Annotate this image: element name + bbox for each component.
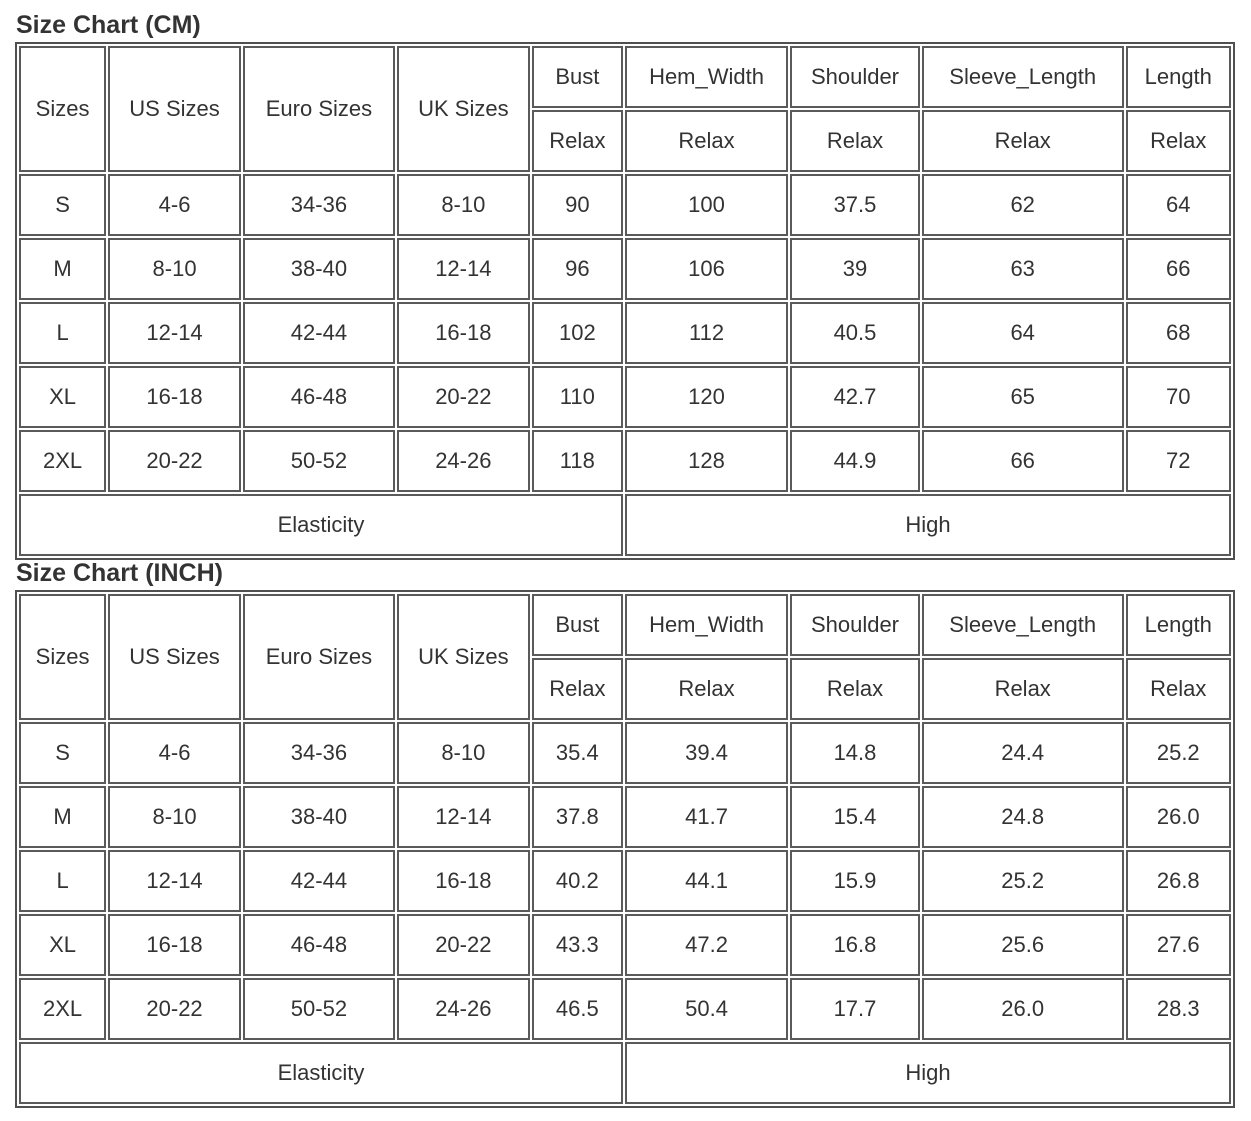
cell-euro-size: 46-48: [243, 914, 395, 976]
cell-uk-size: 8-10: [397, 722, 530, 784]
header-shoulder: Shoulder: [790, 594, 920, 656]
cell-length: 26.0: [1126, 786, 1231, 848]
header-hem-width: Hem_Width: [625, 594, 788, 656]
cell-size: L: [19, 850, 106, 912]
cell-bust: 110: [532, 366, 623, 428]
header-length: Length: [1126, 594, 1231, 656]
cell-sleeve-length: 62: [922, 174, 1124, 236]
cell-hem-width: 47.2: [625, 914, 788, 976]
table-row: [19, 174, 1231, 236]
header-length: Length: [1126, 46, 1231, 108]
cell-hem-width: 41.7: [625, 786, 788, 848]
cell-euro-size: 34-36: [243, 174, 395, 236]
cell-bust: 102: [532, 302, 623, 364]
header-shoulder: Shoulder: [790, 46, 920, 108]
cell-bust: 35.4: [532, 722, 623, 784]
cell-uk-size: 24-26: [397, 430, 530, 492]
cell-shoulder: 15.9: [790, 850, 920, 912]
cell-euro-size: 46-48: [243, 366, 395, 428]
cell-length: 68: [1126, 302, 1231, 364]
cell-sleeve-length: 63: [922, 238, 1124, 300]
cell-sleeve-length: 25.2: [922, 850, 1124, 912]
cell-us-size: 16-18: [108, 366, 241, 428]
header-uk-sizes: UK Sizes: [397, 594, 530, 720]
cell-shoulder: 14.8: [790, 722, 920, 784]
cell-size: S: [19, 174, 106, 236]
cell-us-size: 16-18: [108, 914, 241, 976]
cell-uk-size: 12-14: [397, 786, 530, 848]
elasticity-label: Elasticity: [19, 494, 623, 556]
cell-sleeve-length: 24.4: [922, 722, 1124, 784]
header-us-sizes: US Sizes: [108, 46, 241, 172]
cell-euro-size: 42-44: [243, 302, 395, 364]
cell-us-size: 4-6: [108, 722, 241, 784]
cell-hem-width: 50.4: [625, 978, 788, 1040]
cell-euro-size: 38-40: [243, 786, 395, 848]
elasticity-label: Elasticity: [19, 1042, 623, 1104]
cell-shoulder: 16.8: [790, 914, 920, 976]
cell-length: 28.3: [1126, 978, 1231, 1040]
cell-sleeve-length: 65: [922, 366, 1124, 428]
cell-hem-width: 106: [625, 238, 788, 300]
cell-bust: 46.5: [532, 978, 623, 1040]
cell-size: XL: [19, 366, 106, 428]
cell-uk-size: 24-26: [397, 978, 530, 1040]
cell-size: S: [19, 722, 106, 784]
cell-us-size: 12-14: [108, 850, 241, 912]
header-row: [19, 594, 1231, 656]
cell-length: 26.8: [1126, 850, 1231, 912]
elasticity-value: High: [625, 1042, 1231, 1104]
cell-us-size: 8-10: [108, 238, 241, 300]
cell-hem-width: 112: [625, 302, 788, 364]
table-row: [19, 914, 1231, 976]
subheader-relax: Relax: [532, 658, 623, 720]
size-chart-inch-table: [15, 590, 1235, 1108]
table-row: [19, 722, 1231, 784]
cell-sleeve-length: 25.6: [922, 914, 1124, 976]
cell-shoulder: 17.7: [790, 978, 920, 1040]
header-euro-sizes: Euro Sizes: [243, 46, 395, 172]
cell-size: XL: [19, 914, 106, 976]
cell-shoulder: 37.5: [790, 174, 920, 236]
cell-bust: 40.2: [532, 850, 623, 912]
cell-uk-size: 20-22: [397, 914, 530, 976]
cell-hem-width: 120: [625, 366, 788, 428]
cell-shoulder: 44.9: [790, 430, 920, 492]
subheader-relax: Relax: [790, 658, 920, 720]
cell-length: 64: [1126, 174, 1231, 236]
cell-shoulder: 40.5: [790, 302, 920, 364]
subheader-relax: Relax: [625, 110, 788, 172]
cell-euro-size: 38-40: [243, 238, 395, 300]
cell-uk-size: 20-22: [397, 366, 530, 428]
header-bust: Bust: [532, 594, 623, 656]
cell-size: 2XL: [19, 978, 106, 1040]
cell-length: 70: [1126, 366, 1231, 428]
cell-uk-size: 16-18: [397, 850, 530, 912]
table-row: [19, 786, 1231, 848]
size-chart-cm-table: [15, 42, 1235, 560]
header-us-sizes: US Sizes: [108, 594, 241, 720]
cell-uk-size: 16-18: [397, 302, 530, 364]
cell-euro-size: 34-36: [243, 722, 395, 784]
header-sleeve-length: Sleeve_Length: [922, 46, 1124, 108]
cell-us-size: 12-14: [108, 302, 241, 364]
table-row: [19, 430, 1231, 492]
subheader-relax: Relax: [1126, 110, 1231, 172]
header-sleeve-length: Sleeve_Length: [922, 594, 1124, 656]
header-hem-width: Hem_Width: [625, 46, 788, 108]
subheader-relax: Relax: [922, 658, 1124, 720]
cell-shoulder: 15.4: [790, 786, 920, 848]
cell-bust: 43.3: [532, 914, 623, 976]
cell-shoulder: 39: [790, 238, 920, 300]
cell-bust: 118: [532, 430, 623, 492]
elasticity-value: High: [625, 494, 1231, 556]
cell-length: 27.6: [1126, 914, 1231, 976]
table-row: [19, 302, 1231, 364]
subheader-relax: Relax: [532, 110, 623, 172]
footer-row: [19, 494, 1231, 556]
table-row: [19, 366, 1231, 428]
header-bust: Bust: [532, 46, 623, 108]
cell-sleeve-length: 26.0: [922, 978, 1124, 1040]
cell-length: 25.2: [1126, 722, 1231, 784]
cell-euro-size: 50-52: [243, 978, 395, 1040]
size-chart-cm-title: Size Chart (CM): [16, 11, 201, 39]
cell-uk-size: 12-14: [397, 238, 530, 300]
cell-shoulder: 42.7: [790, 366, 920, 428]
cell-euro-size: 50-52: [243, 430, 395, 492]
cell-sleeve-length: 64: [922, 302, 1124, 364]
cell-length: 72: [1126, 430, 1231, 492]
header-row: [19, 46, 1231, 108]
cell-us-size: 8-10: [108, 786, 241, 848]
cell-us-size: 20-22: [108, 430, 241, 492]
cell-bust: 90: [532, 174, 623, 236]
table-row: [19, 850, 1231, 912]
subheader-relax: Relax: [1126, 658, 1231, 720]
cell-us-size: 4-6: [108, 174, 241, 236]
cell-bust: 96: [532, 238, 623, 300]
cell-us-size: 20-22: [108, 978, 241, 1040]
subheader-relax: Relax: [922, 110, 1124, 172]
subheader-relax: Relax: [790, 110, 920, 172]
cell-hem-width: 128: [625, 430, 788, 492]
header-euro-sizes: Euro Sizes: [243, 594, 395, 720]
cell-size: M: [19, 786, 106, 848]
cell-sleeve-length: 66: [922, 430, 1124, 492]
cell-size: L: [19, 302, 106, 364]
cell-euro-size: 42-44: [243, 850, 395, 912]
cell-size: 2XL: [19, 430, 106, 492]
size-chart-inch-title: Size Chart (INCH): [16, 559, 223, 587]
cell-size: M: [19, 238, 106, 300]
header-sizes: Sizes: [19, 46, 106, 172]
cell-length: 66: [1126, 238, 1231, 300]
cell-uk-size: 8-10: [397, 174, 530, 236]
subheader-relax: Relax: [625, 658, 788, 720]
header-uk-sizes: UK Sizes: [397, 46, 530, 172]
table-row: [19, 238, 1231, 300]
footer-row: [19, 1042, 1231, 1104]
cell-bust: 37.8: [532, 786, 623, 848]
header-sizes: Sizes: [19, 594, 106, 720]
cell-hem-width: 39.4: [625, 722, 788, 784]
table-row: [19, 978, 1231, 1040]
cell-hem-width: 100: [625, 174, 788, 236]
cell-hem-width: 44.1: [625, 850, 788, 912]
cell-sleeve-length: 24.8: [922, 786, 1124, 848]
